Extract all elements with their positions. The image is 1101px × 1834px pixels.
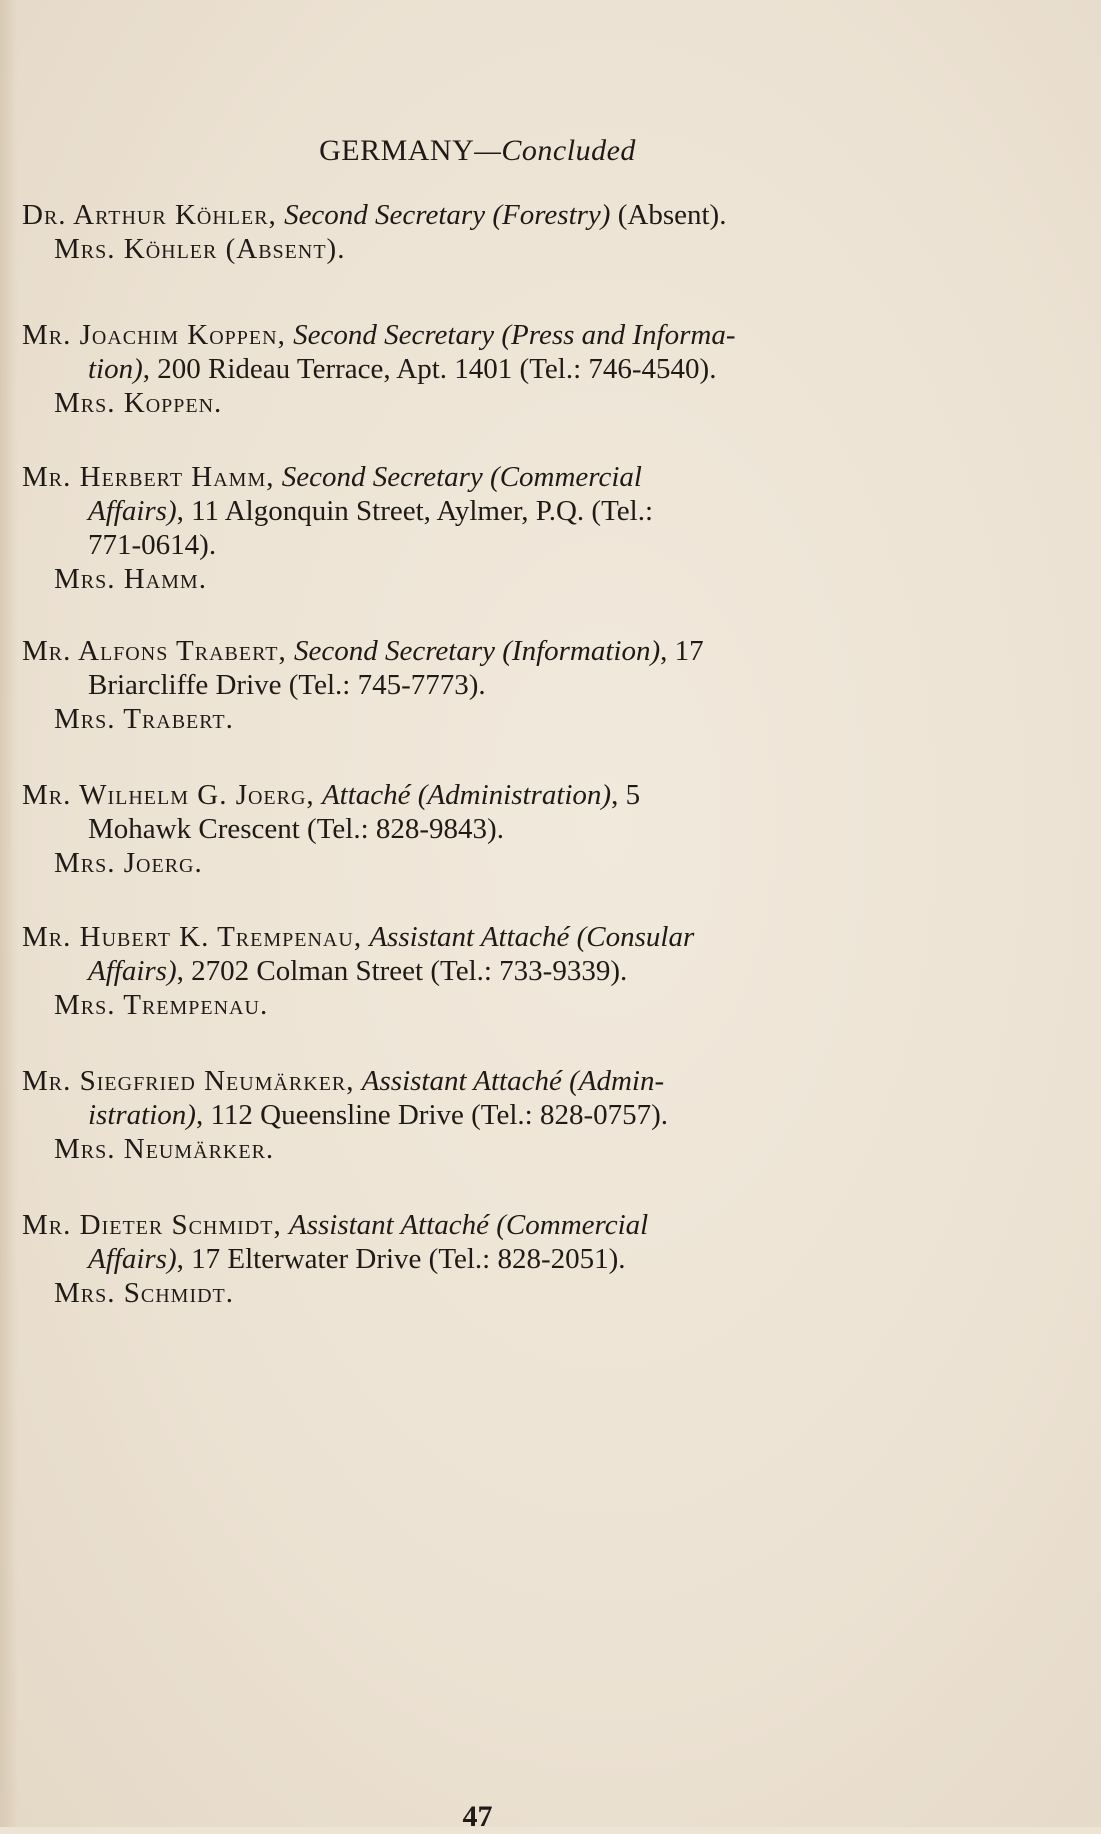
- entry-spouse: Mrs. Trabert.: [54, 703, 234, 735]
- directory-entry: [22, 318, 942, 420]
- page-number: 47: [462, 1800, 493, 1833]
- entry-continuation: [22, 1242, 942, 1276]
- entry-line: [22, 198, 942, 232]
- entry-spouse: Mrs. Köhler (Absent).: [54, 233, 346, 265]
- entry-continuation: [22, 494, 942, 528]
- entry-position: Assistant Attaché (Admin-: [361, 1065, 665, 1097]
- entry-name: Mr. Siegfried Neumärker,: [22, 1065, 355, 1097]
- directory-entry: [22, 920, 942, 1022]
- entry-position: Attaché (Administration): [321, 779, 612, 811]
- entry-rest: , 17: [660, 635, 704, 667]
- entry-spouse: Mrs. Trempenau.: [54, 989, 269, 1021]
- binding-edge-shadow: [0, 0, 18, 1827]
- entry-position: Assistant Attaché (Commercial: [288, 1209, 649, 1241]
- page-heading: [0, 134, 955, 168]
- entry-line: [22, 1064, 942, 1098]
- entry-continuation-italic: Affairs): [88, 955, 177, 987]
- entry-continuation: [22, 1098, 942, 1132]
- entry-spouse: Mrs. Koppen.: [54, 387, 223, 419]
- heading-suffix: —Concluded: [474, 134, 636, 167]
- entry-position: Second Secretary (Commercial: [281, 461, 642, 493]
- entry-name: Dr. Arthur Köhler,: [22, 199, 277, 231]
- entry-name: Mr. Dieter Schmidt,: [22, 1209, 282, 1241]
- entry-name: Mr. Wilhelm G. Joerg,: [22, 779, 315, 811]
- entry-line: [22, 460, 942, 494]
- entry-continuation: [22, 352, 942, 386]
- entry-line: [22, 318, 942, 352]
- directory-entry: [22, 778, 942, 880]
- heading-country: GERMANY: [319, 134, 475, 167]
- entry-continuation: [22, 668, 942, 702]
- entry-address: Mohawk Crescent (Tel.: 828-9843).: [88, 813, 504, 845]
- directory-entry: [22, 1208, 942, 1310]
- entry-continuation-italic: Affairs): [88, 495, 177, 527]
- entry-line: [22, 634, 942, 668]
- entry-address: , 11 Algonquin Street, Aylmer, P.Q. (Tel.:: [176, 495, 654, 527]
- entry-spouse: Mrs. Schmidt.: [54, 1277, 235, 1309]
- entry-rest: (Absent).: [610, 199, 727, 231]
- entry-line: [22, 1208, 942, 1242]
- entry-continuation-italic: Affairs): [88, 1243, 177, 1275]
- entry-spouse: Mrs. Neumärker.: [54, 1133, 275, 1165]
- entry-address: , 2702 Colman Street (Tel.: 733-9339).: [176, 955, 628, 987]
- entry-spouse: Mrs. Joerg.: [54, 847, 203, 879]
- entry-position: Second Secretary (Press and Informa-: [293, 319, 736, 351]
- entry-address: , 17 Elterwater Drive (Tel.: 828-2051).: [176, 1243, 626, 1275]
- entry-spouse: Mrs. Hamm.: [54, 563, 207, 595]
- entry-address: , 200 Rideau Terrace, Apt. 1401 (Tel.: 746-4540).: [142, 353, 717, 385]
- entry-continuation: [22, 812, 942, 846]
- entry-address: , 112 Queensline Drive (Tel.: 828-0757).: [195, 1099, 669, 1131]
- entry-continuation: [22, 954, 942, 988]
- entry-position: Second Secretary (Forestry): [284, 199, 611, 231]
- entry-position: Assistant Attaché (Consular: [369, 921, 695, 953]
- entry-name: Mr. Herbert Hamm,: [22, 461, 275, 493]
- entry-line: [22, 920, 942, 954]
- entry-continuation-2: 771-0614).: [88, 529, 217, 561]
- entry-name: Mr. Alfons Trabert,: [22, 635, 287, 667]
- entry-line: [22, 778, 942, 812]
- entry-continuation-italic: istration): [88, 1099, 196, 1131]
- directory-entry: [22, 460, 942, 596]
- directory-entry: [22, 198, 942, 266]
- entry-name: Mr. Hubert K. Trempenau,: [22, 921, 363, 953]
- entry-continuation-italic: tion): [88, 353, 143, 385]
- entry-position: Second Secretary (Information): [293, 635, 661, 667]
- directory-entry: [22, 1064, 942, 1166]
- directory-entry: [22, 634, 942, 736]
- entry-rest: , 5: [611, 779, 641, 811]
- entry-address: Briarcliffe Drive (Tel.: 745-7773).: [88, 669, 486, 701]
- entry-name: Mr. Joachim Koppen,: [22, 319, 286, 351]
